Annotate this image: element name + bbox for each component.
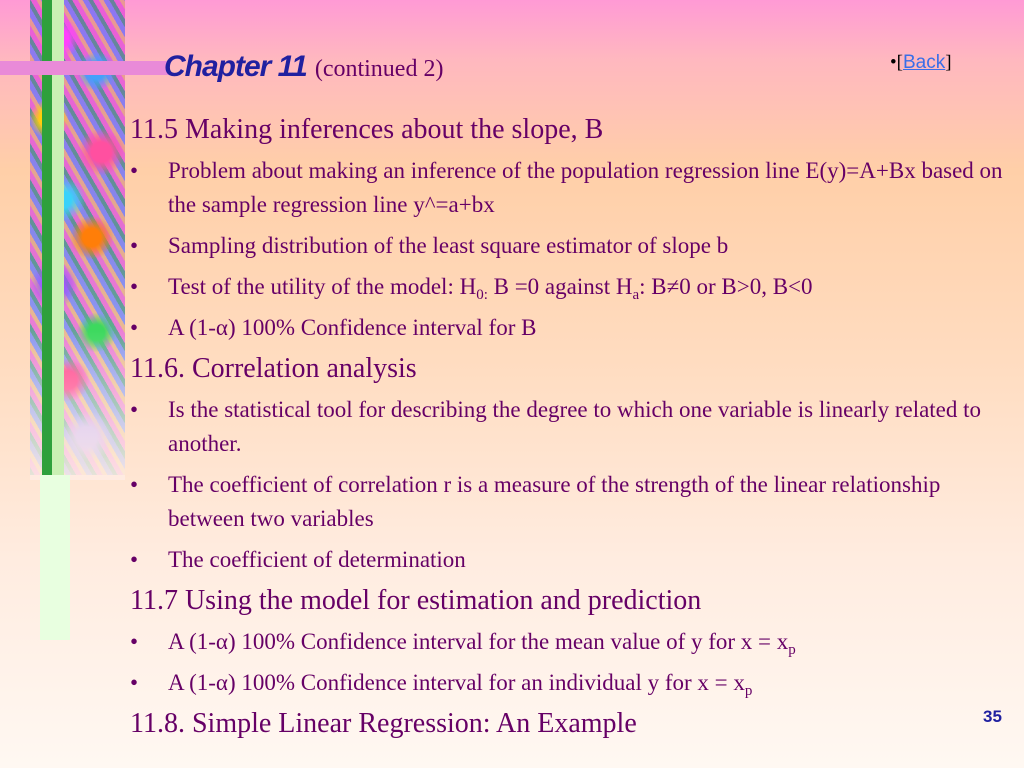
bullet-item: • Problem about making an inference of the population regression line E(y)=A+Bx based on the sample regression line y^=a+bx	[130, 154, 1010, 222]
bullet-text: B =0 against H	[487, 274, 633, 299]
page-number: 35	[983, 707, 1002, 726]
bullet-text: A (1-α) 100% Confidence interval for the mean value of y for x = x	[168, 629, 789, 654]
bullet-item: • The coefficient of determination	[130, 543, 1010, 577]
section-heading: 11.5 Making inferences about the slope, B	[130, 114, 604, 145]
slide-title	[164, 50, 443, 84]
section-heading: 11.8. Simple Linear Regression: An Example	[130, 708, 637, 739]
bullet-text: A (1-α) 100% Confidence interval for an individual y for x = x	[168, 670, 745, 695]
bullet-item	[130, 625, 1010, 659]
bullet-item: • Sampling distribution of the least square estimator of slope b	[130, 229, 1010, 263]
back-link[interactable]: Back	[902, 52, 946, 73]
subscript: p	[744, 683, 753, 699]
subscript: 0:	[476, 287, 488, 303]
slide-content	[130, 113, 1010, 741]
bullet-item: • The coefficient of correlation r is a measure of the strength of the linear relationship between two variables	[130, 468, 1010, 536]
pink-horizontal-bar	[0, 61, 170, 75]
pale-stripe-lower	[40, 475, 70, 640]
back-suffix: ]	[945, 52, 952, 73]
bullet-list	[130, 393, 1010, 577]
title-continued: (continued 2)	[314, 56, 444, 82]
section-heading: 11.7 Using the model for estimation and prediction	[130, 585, 702, 616]
bullet-list	[130, 154, 1010, 345]
subscript: p	[788, 642, 796, 658]
bullet-text: Test of the utility of the model: H	[168, 274, 477, 299]
subscript: a	[632, 287, 640, 303]
bullet-item	[130, 666, 1010, 700]
bullet-item: • Is the statistical tool for describing the degree to which one variable is linearly related to another.	[130, 393, 1010, 461]
bullet-text: : B≠0 or B>0, B<0	[639, 274, 813, 299]
back-prefix: •[	[890, 52, 903, 73]
section-heading: 11.6. Correlation analysis	[130, 353, 417, 384]
chapter-title: Chapter 11	[164, 50, 307, 83]
bullet-text: A (1-α) 100% Confidence interval for B	[168, 315, 537, 340]
bullet-item	[130, 311, 1010, 345]
bullet-item	[130, 270, 1010, 304]
bullet-list	[130, 625, 1010, 700]
back-link-container	[890, 52, 952, 74]
